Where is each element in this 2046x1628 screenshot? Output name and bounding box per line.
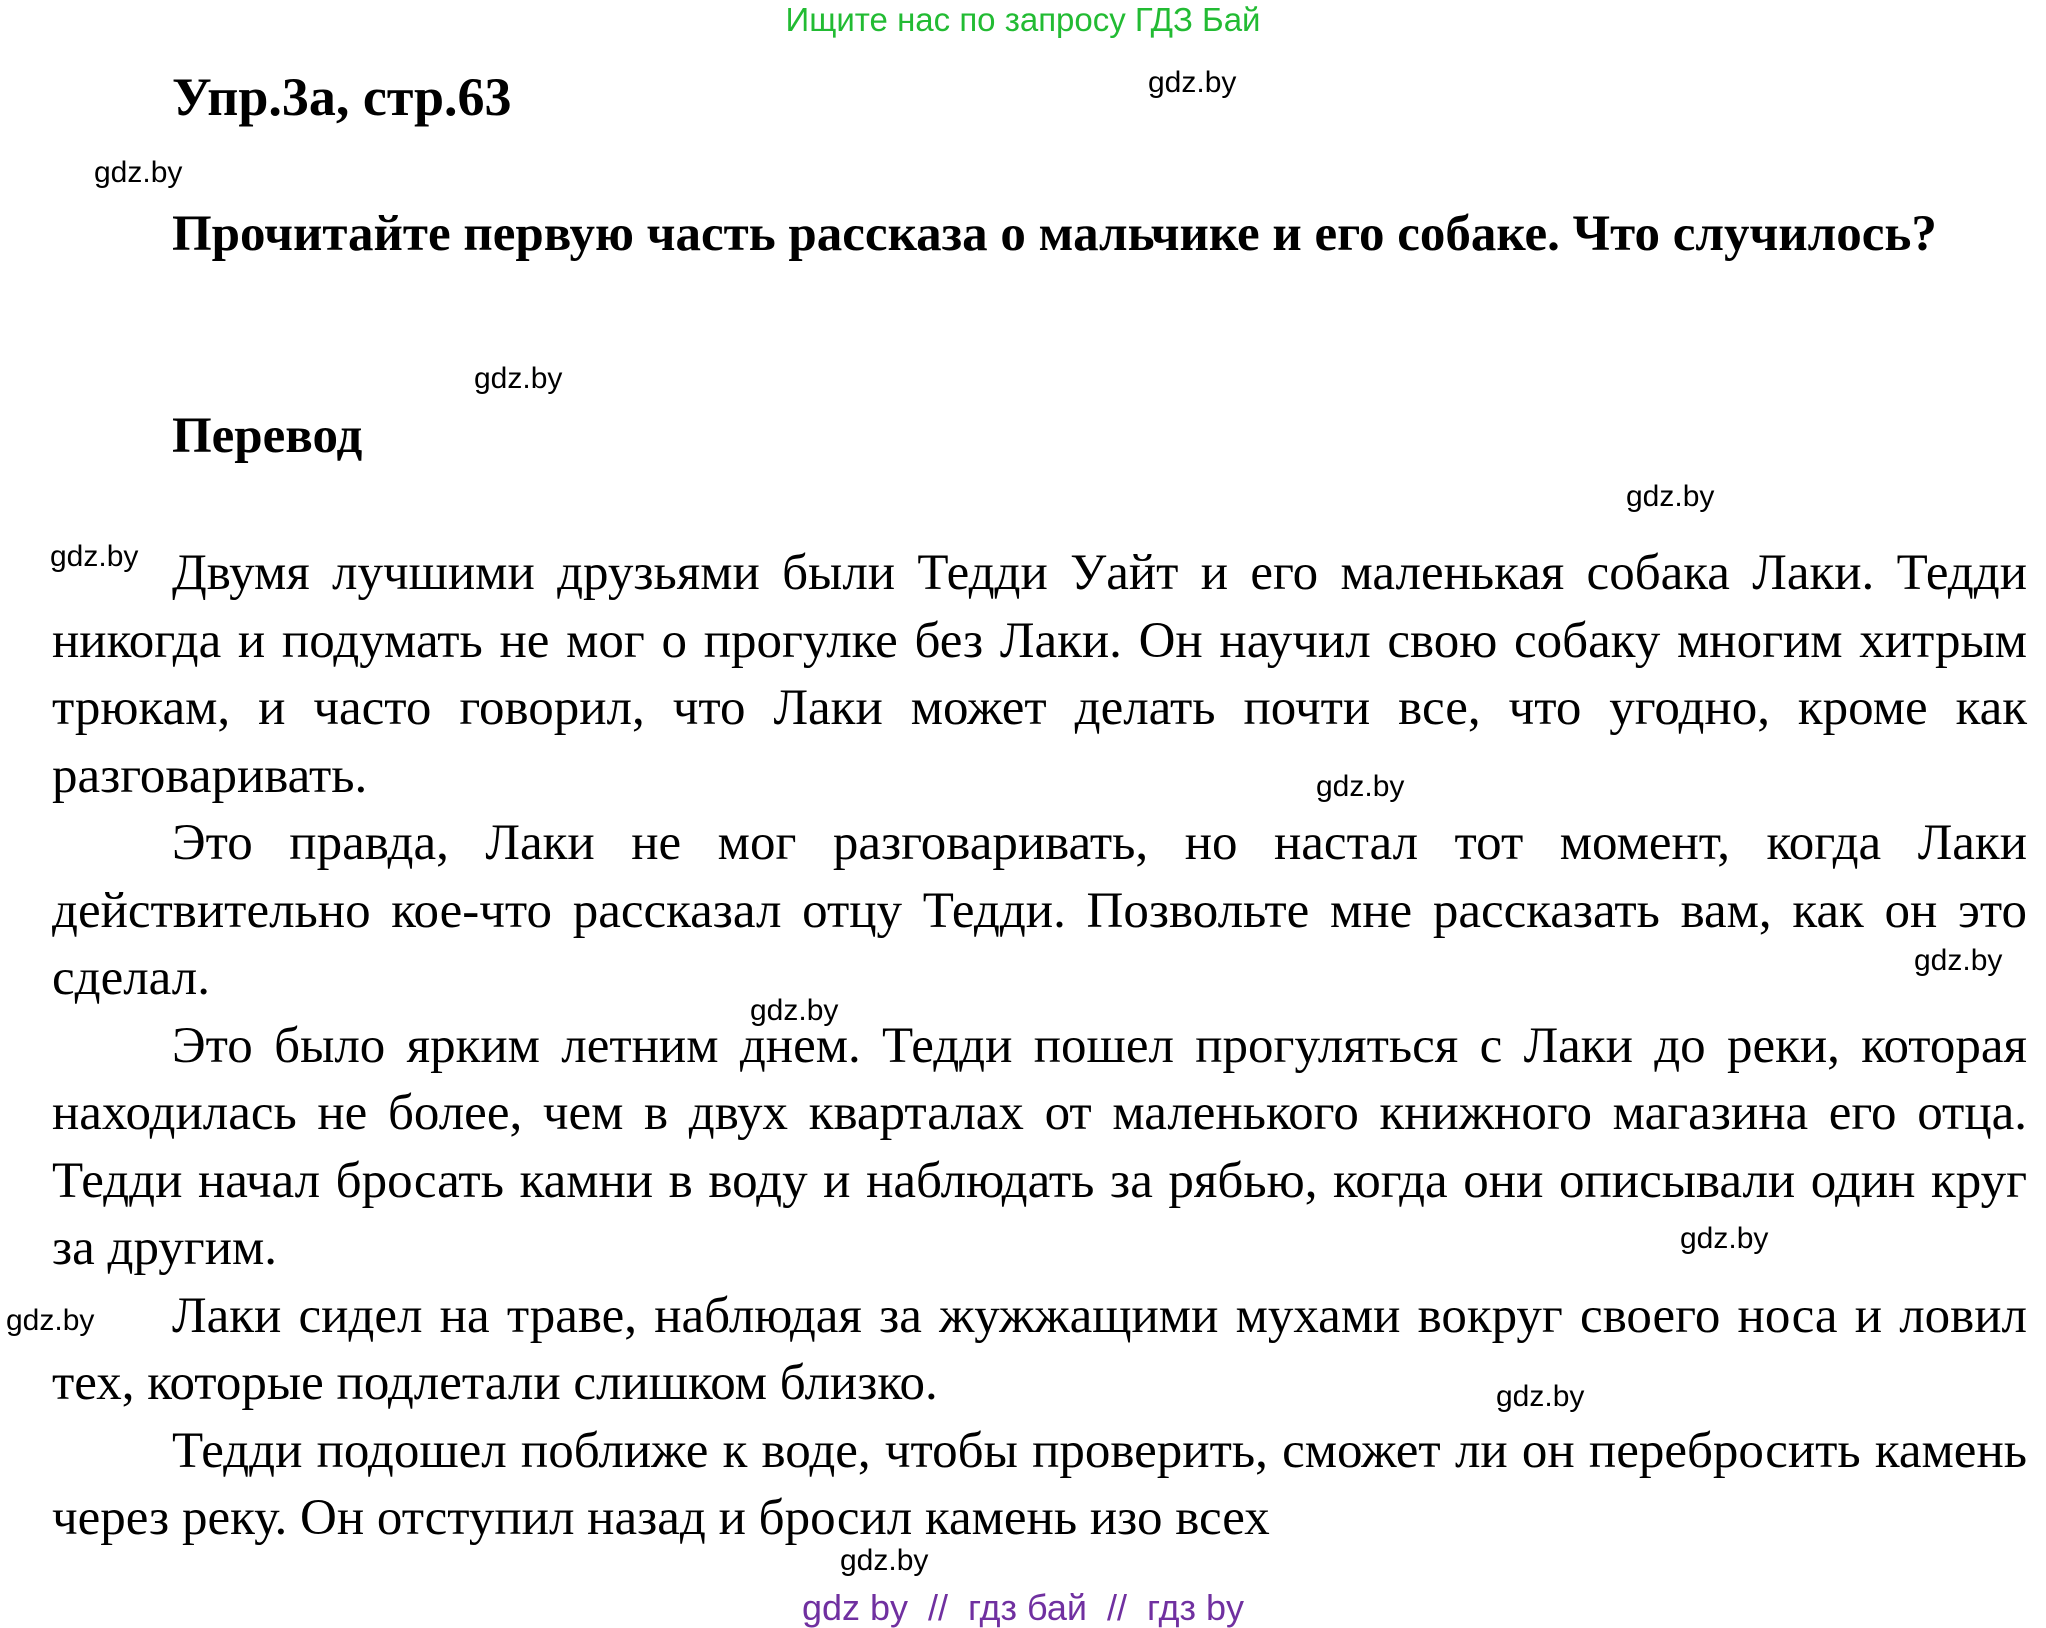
task-text: Прочитайте первую часть рассказа о мальчике и его собаке. Что случилось?: [172, 206, 1937, 262]
translation-body: [52, 540, 2027, 1553]
paragraph-2: Это правда, Лаки не мог разговаривать, но настал тот момент, когда Лаки действительно кое-что рассказал отцу Тедди. Позвольте мне рассказать вам, как он это сделал.: [52, 815, 2027, 1006]
watermark: gdz.by: [750, 994, 839, 1027]
watermark: gdz.by: [1680, 1222, 1769, 1255]
watermark: gdz.by: [1148, 66, 1237, 99]
watermark: gdz.by: [1914, 944, 2003, 977]
watermark: gdz.by: [94, 156, 183, 189]
watermark: gdz.by: [50, 540, 139, 573]
paragraph-4: Лаки сидел на траве, наблюдая за жужжащими мухами вокруг своего носа и ловил тех, которые подлетали слишком близко.: [52, 1287, 2027, 1411]
search-banner: Ищите нас по запросу ГДЗ Бай: [785, 1, 1261, 38]
watermark: gdz.by: [1626, 480, 1715, 513]
watermark: gdz.by: [474, 362, 563, 395]
watermark: gdz.by: [1496, 1380, 1585, 1413]
exercise-title: Упр.3а, стр.63: [172, 67, 512, 127]
paragraph-3: Это было ярким летним днем. Тедди пошел прогуляться с Лаки до реки, которая находилась не более, чем в двух кварталах от маленького книжного магазина его отца. Тедди начал бросать камни в воду и наблюдать за рябью, когда они описывали один круг за другим.: [52, 1017, 2027, 1276]
paragraph-5: Тедди подошел поближе к воде, чтобы проверить, сможет ли он перебросить камень через реку. Он отступил назад и бросил камень изо всех: [52, 1422, 2027, 1546]
translation-heading: Перевод: [172, 408, 363, 464]
watermark: gdz.by: [840, 1544, 929, 1577]
watermark: gdz.by: [1316, 770, 1405, 803]
watermark: gdz.by: [6, 1304, 95, 1337]
footer-links: gdz by // гдз бай // гдз by: [801, 1587, 1245, 1628]
paragraph-1: Двумя лучшими друзьями были Тедди Уайт и его маленькая собака Лаки. Тедди никогда и подумать не мог о прогулке без Лаки. Он научил свою собаку многим хитрым трюкам, и часто говорил, что Лаки может делать почти все, что угодно, кроме как разговаривать.: [52, 545, 2027, 804]
